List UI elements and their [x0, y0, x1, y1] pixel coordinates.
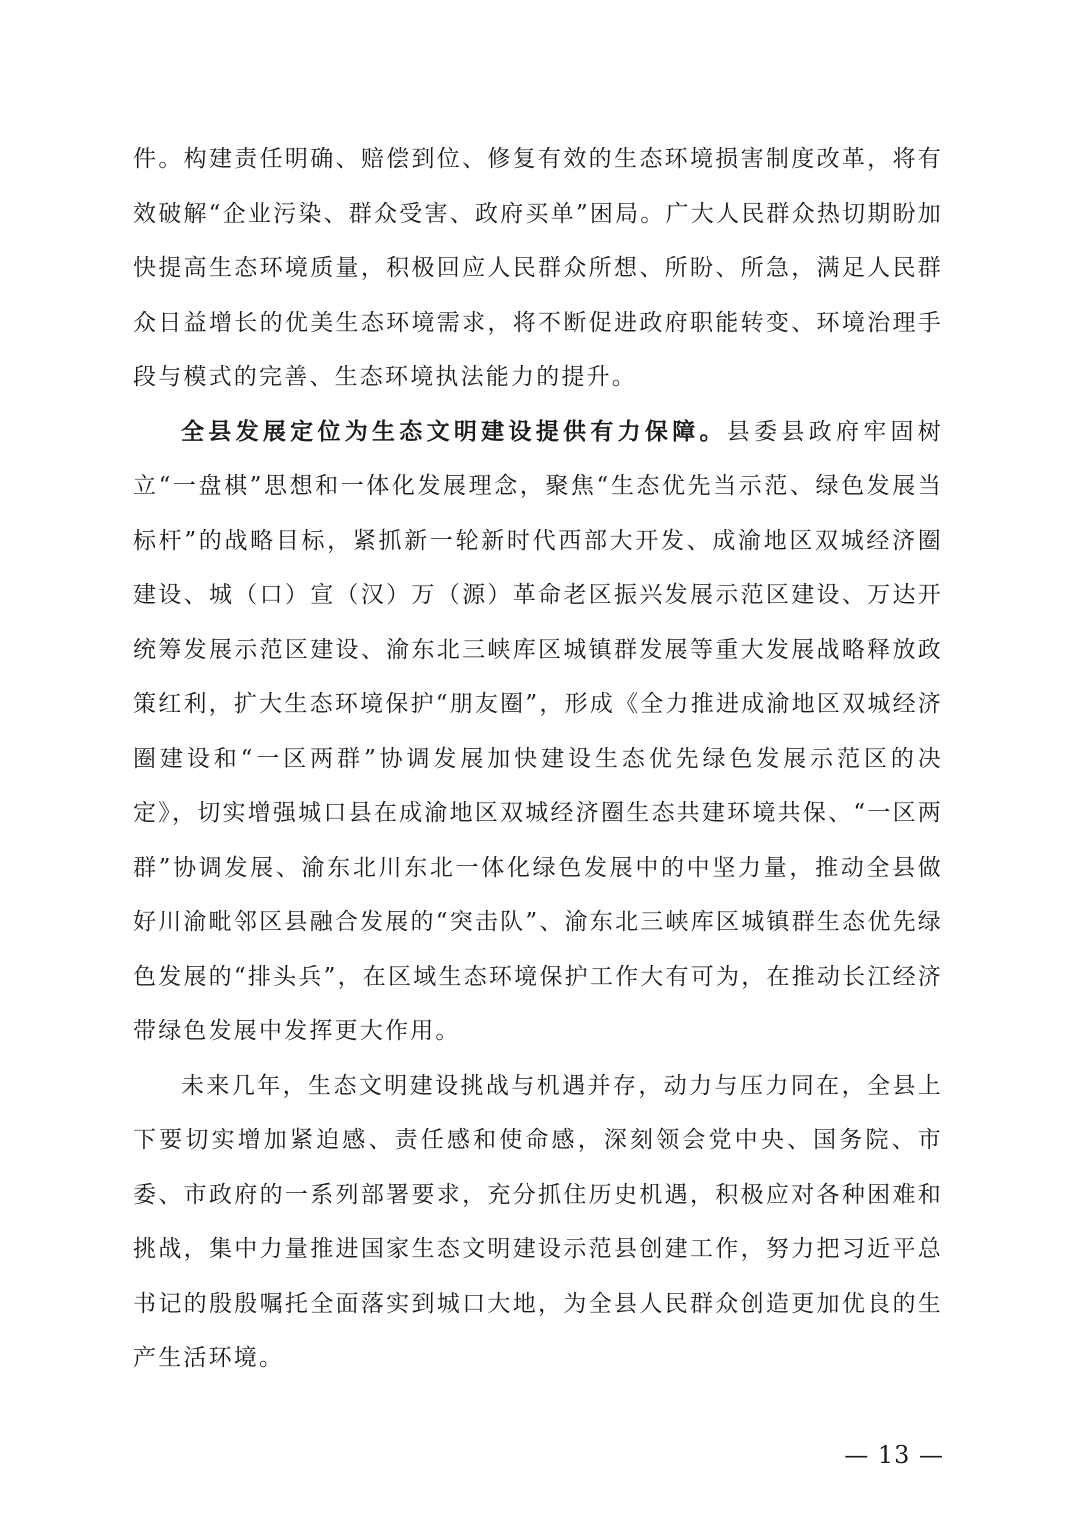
paragraph-development-positioning [133, 405, 943, 1059]
paragraph-text: 县委县政府牢固树立“一盘棋”思想和一体化发展理念，聚焦“生态优先当示范、绿色发展当标杆”的战略目标，紧抓新一轮新时代西部大开发、成渝地区双城经济圈建设、城（口）宣（汉）万（源）革命老区振兴发展示范区建设、万达开统筹发展示范区建设、渝东北三峡库区城镇群发展等重大发展战略释放政策红利，扩大生态环境保护“朋友圈”，形成《全力推进成渝地区双城经济圈建设和“一区两群”协调发展加快建设生态优先绿色发展示范区的决定》，切实增强城口县在成渝地区双城经济圈生态共建环境共保、“一区两群”协调发展、渝东北川东北一体化绿色发展中的中坚力量，推动全县做好川渝毗邻区县融合发展的“突击队”、渝东北三峡库区城镇群生态优先绿色发展的“排头兵”，在区域生态环境保护工作大有可为，在推动长江经济带绿色发展中发挥更大作用。 [133, 418, 944, 1044]
paragraph-bold-heading: 全县发展定位为生态文明建设提供有力保障。 [181, 417, 727, 445]
document-body [133, 132, 943, 1386]
paragraph-text: 件。构建责任明确、赔偿到位、修复有效的生态环境损害制度改革，将有效破解“企业污染、群众受害、政府买单”困局。广大人民群众热切期盼加快提高生态环境质量，积极回应人民群众所想、所盼、所急，满足人民群众日益增长的优美生态环境需求，将不断促进政府职能转变、环境治理手段与模式的完善、生态环境执法能力的提升。 [133, 146, 943, 390]
paragraph-continuation [133, 132, 943, 405]
paragraph-text: 未来几年，生态文明建设挑战与机遇并存，动力与压力同在，全县上下要切实增加紧迫感、责任感和使命感，深刻领会党中央、国务院、市委、市政府的一系列部署要求，充分抓住历史机遇，积极应对各种困难和挑战，集中力量推进国家生态文明建设示范县创建工作，努力把习近平总书记的殷殷嘱托全面落实到城口大地，为全县人民群众创造更加优良的生产生活环境。 [133, 1072, 943, 1371]
page-number: — 13 — [844, 1441, 944, 1469]
paragraph-future-years [133, 1059, 943, 1386]
